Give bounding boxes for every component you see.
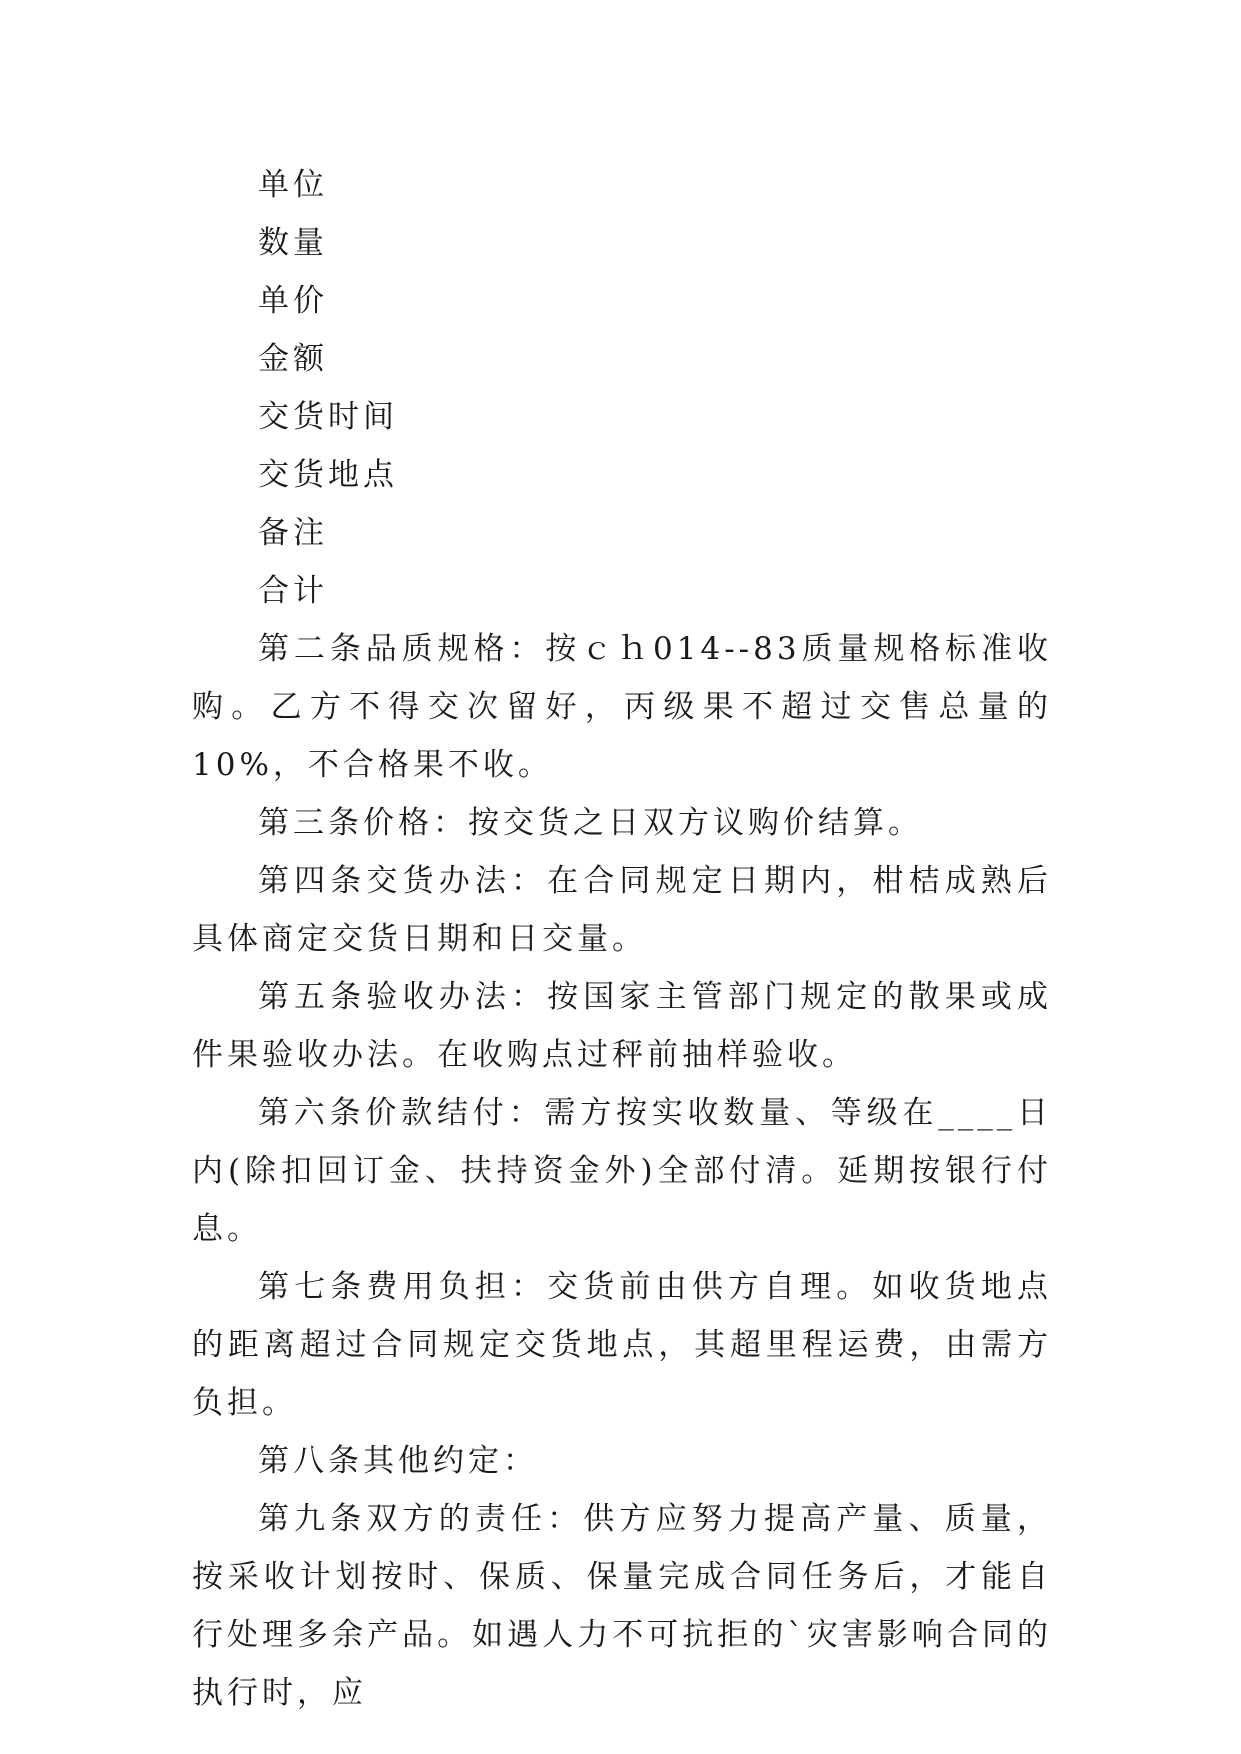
clause-3-price: 第三条价格：按交货之日双方议购价结算。 [258, 805, 923, 841]
clause-7-costs: 第七条费用负担：交货前由供方自理。如收货地点的距离超过合同规定交货地点，其超里程运费，由需方负担。 [192, 1269, 1052, 1421]
clause-5-acceptance: 第五条验收办法：按国家主管部门规定的散果或成件果验收办法。在收购点过秤前抽样验收。 [192, 979, 1052, 1073]
field-remarks: 备注 [258, 515, 328, 551]
clause-2-quality-spec: 第二条品质规格：按ｃｈ014--83质量规格标准收购。乙方不得交次留好，丙级果不超过交售总量的10%，不合格果不收。 [192, 631, 1052, 783]
clause-6-payment: 第六条价款结付：需方按实收数量、等级在____日内(除扣回订金、扶持资金外)全部付清。延期按银行付息。 [192, 1095, 1052, 1247]
field-unit: 单位 [258, 167, 328, 203]
document-body [192, 156, 1052, 1722]
field-delivery-time: 交货时间 [258, 399, 398, 435]
field-unit-price: 单价 [258, 283, 328, 319]
clause-8-other: 第八条其他约定： [258, 1443, 538, 1479]
clause-4-delivery-method: 第四条交货办法：在合同规定日期内，柑桔成熟后具体商定交货日期和日交量。 [192, 863, 1052, 957]
clause-9-responsibilities: 第九条双方的责任：供方应努力提高产量、质量，按采收计划按时、保质、保量完成合同任务后，才能自行处理多余产品。如遇人力不可抗拒的`灾害影响合同的执行时，应 [192, 1501, 1052, 1711]
field-delivery-place: 交货地点 [258, 457, 398, 493]
field-quantity: 数量 [258, 225, 328, 261]
field-amount: 金额 [258, 341, 328, 377]
field-total: 合计 [258, 573, 328, 609]
